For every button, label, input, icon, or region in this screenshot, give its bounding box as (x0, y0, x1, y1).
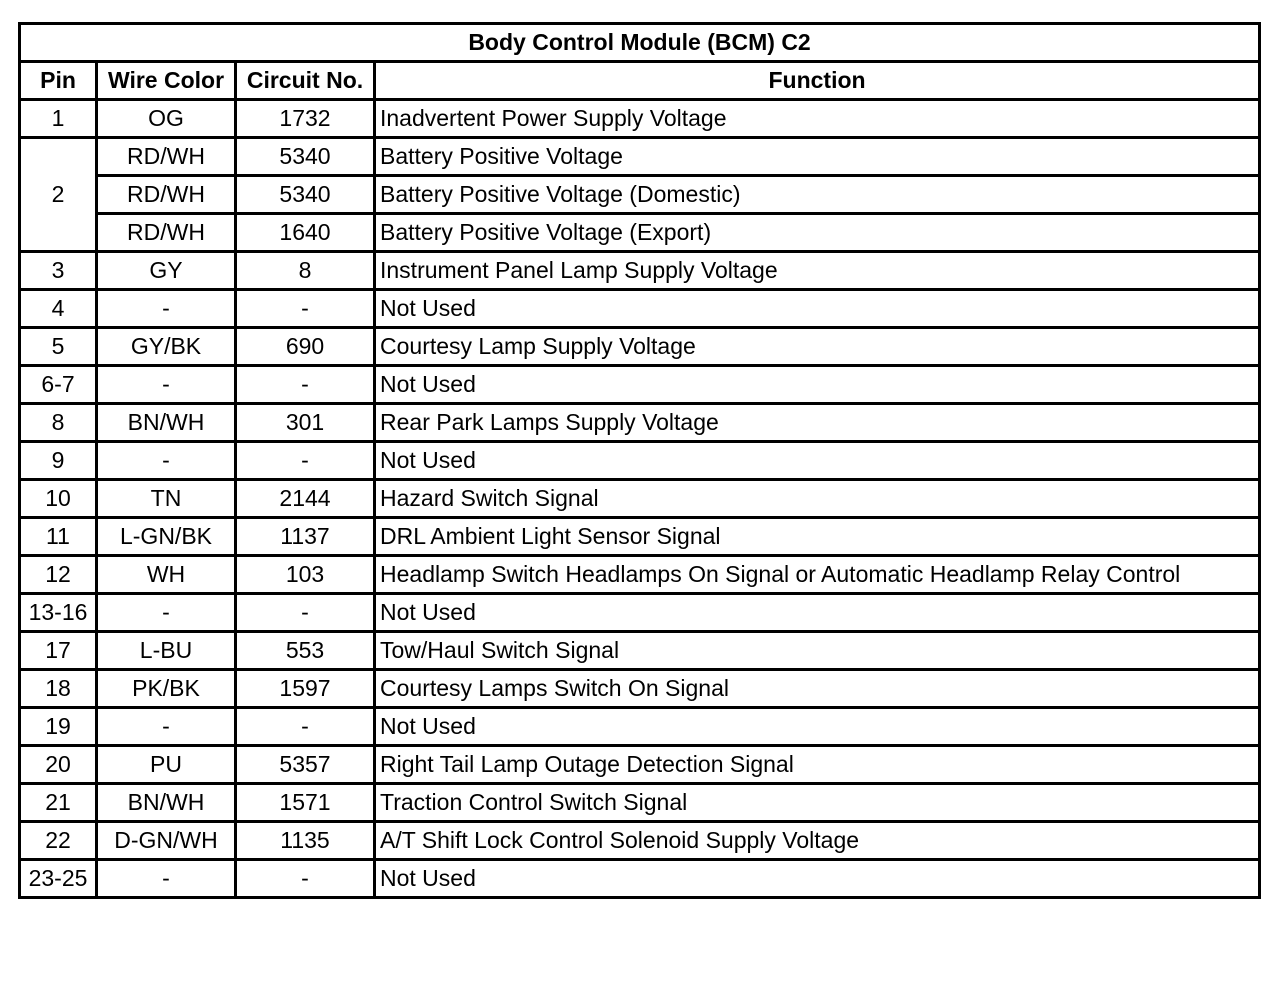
pin-cell: 4 (20, 290, 97, 328)
pin-cell: 11 (20, 518, 97, 556)
table-row (20, 556, 1260, 594)
wire-color-cell: - (97, 442, 236, 480)
function-cell: Hazard Switch Signal (375, 480, 1260, 518)
table-row (20, 328, 1260, 366)
table-row (20, 632, 1260, 670)
wire-color-cell: L-BU (97, 632, 236, 670)
function-cell: Rear Park Lamps Supply Voltage (375, 404, 1260, 442)
pin-cell: 22 (20, 822, 97, 860)
function-cell: Instrument Panel Lamp Supply Voltage (375, 252, 1260, 290)
table-row (20, 214, 1260, 252)
table-row (20, 404, 1260, 442)
circuit-cell: 301 (236, 404, 375, 442)
table-row (20, 594, 1260, 632)
pin-cell: 18 (20, 670, 97, 708)
circuit-cell: 690 (236, 328, 375, 366)
table-row (20, 366, 1260, 404)
wire-color-cell: GY (97, 252, 236, 290)
circuit-cell: - (236, 860, 375, 898)
wire-color-cell: - (97, 708, 236, 746)
circuit-cell: 1135 (236, 822, 375, 860)
pin-cell: 6-7 (20, 366, 97, 404)
circuit-cell: 553 (236, 632, 375, 670)
wire-color-cell: OG (97, 100, 236, 138)
function-cell: Not Used (375, 594, 1260, 632)
connector-table-container (18, 22, 1258, 899)
table-title: Body Control Module (BCM) C2 (20, 24, 1260, 62)
pin-cell: 21 (20, 784, 97, 822)
pin-cell: 19 (20, 708, 97, 746)
circuit-cell: 2144 (236, 480, 375, 518)
function-cell: Battery Positive Voltage (375, 138, 1260, 176)
wire-color-cell: - (97, 860, 236, 898)
table-row (20, 518, 1260, 556)
table-title-row (20, 24, 1260, 62)
bcm-c2-pinout-table (18, 22, 1261, 899)
function-cell: Not Used (375, 442, 1260, 480)
table-row (20, 708, 1260, 746)
header-pin: Pin (20, 62, 97, 100)
pin-cell: 17 (20, 632, 97, 670)
wire-color-cell: BN/WH (97, 404, 236, 442)
circuit-cell: 1137 (236, 518, 375, 556)
function-cell: Not Used (375, 708, 1260, 746)
circuit-cell: 1732 (236, 100, 375, 138)
pin-cell: 12 (20, 556, 97, 594)
pin-cell: 10 (20, 480, 97, 518)
wire-color-cell: RD/WH (97, 176, 236, 214)
function-cell: Tow/Haul Switch Signal (375, 632, 1260, 670)
circuit-cell: 5340 (236, 138, 375, 176)
table-row (20, 670, 1260, 708)
circuit-cell: - (236, 442, 375, 480)
circuit-cell: 5340 (236, 176, 375, 214)
function-cell: Courtesy Lamp Supply Voltage (375, 328, 1260, 366)
circuit-cell: 5357 (236, 746, 375, 784)
header-wire-color: Wire Color (97, 62, 236, 100)
table-row (20, 138, 1260, 176)
pin-cell: 23-25 (20, 860, 97, 898)
function-cell: A/T Shift Lock Control Solenoid Supply Voltage (375, 822, 1260, 860)
table-row (20, 100, 1260, 138)
circuit-cell: 1571 (236, 784, 375, 822)
function-cell: Courtesy Lamps Switch On Signal (375, 670, 1260, 708)
wire-color-cell: - (97, 594, 236, 632)
wire-color-cell: BN/WH (97, 784, 236, 822)
circuit-cell: - (236, 290, 375, 328)
table-row (20, 746, 1260, 784)
function-cell: Right Tail Lamp Outage Detection Signal (375, 746, 1260, 784)
pin-cell: 20 (20, 746, 97, 784)
function-cell: DRL Ambient Light Sensor Signal (375, 518, 1260, 556)
function-cell: Not Used (375, 860, 1260, 898)
function-cell: Not Used (375, 290, 1260, 328)
table-row (20, 442, 1260, 480)
function-cell: Battery Positive Voltage (Export) (375, 214, 1260, 252)
wire-color-cell: TN (97, 480, 236, 518)
function-cell: Inadvertent Power Supply Voltage (375, 100, 1260, 138)
function-cell: Headlamp Switch Headlamps On Signal or Automatic Headlamp Relay Control (375, 556, 1260, 594)
pin-cell: 9 (20, 442, 97, 480)
table-row (20, 822, 1260, 860)
table-row (20, 860, 1260, 898)
circuit-cell: - (236, 708, 375, 746)
circuit-cell: 103 (236, 556, 375, 594)
pin-cell: 1 (20, 100, 97, 138)
wire-color-cell: WH (97, 556, 236, 594)
wire-color-cell: GY/BK (97, 328, 236, 366)
wire-color-cell: - (97, 366, 236, 404)
wire-color-cell: RD/WH (97, 138, 236, 176)
table-row (20, 252, 1260, 290)
pin-cell: 8 (20, 404, 97, 442)
wire-color-cell: RD/WH (97, 214, 236, 252)
wire-color-cell: PU (97, 746, 236, 784)
table-row (20, 784, 1260, 822)
header-function: Function (375, 62, 1260, 100)
wire-color-cell: PK/BK (97, 670, 236, 708)
circuit-cell: - (236, 594, 375, 632)
wire-color-cell: - (97, 290, 236, 328)
circuit-cell: 8 (236, 252, 375, 290)
circuit-cell: - (236, 366, 375, 404)
function-cell: Traction Control Switch Signal (375, 784, 1260, 822)
table-row (20, 176, 1260, 214)
wire-color-cell: L-GN/BK (97, 518, 236, 556)
pin-cell: 3 (20, 252, 97, 290)
pin-cell: 2 (20, 138, 97, 252)
table-row (20, 480, 1260, 518)
function-cell: Battery Positive Voltage (Domestic) (375, 176, 1260, 214)
pin-cell: 5 (20, 328, 97, 366)
table-row (20, 290, 1260, 328)
circuit-cell: 1640 (236, 214, 375, 252)
circuit-cell: 1597 (236, 670, 375, 708)
header-circuit-no: Circuit No. (236, 62, 375, 100)
wire-color-cell: D-GN/WH (97, 822, 236, 860)
pin-cell: 13-16 (20, 594, 97, 632)
function-cell: Not Used (375, 366, 1260, 404)
table-header-row (20, 62, 1260, 100)
